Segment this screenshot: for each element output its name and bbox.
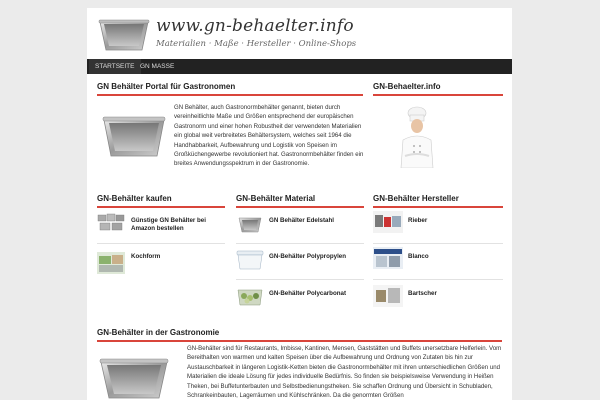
gastro-heading-underline [97,340,502,342]
nav-item-gn-masse[interactable]: GN MASSE [140,63,175,70]
material-item-edelstahl[interactable]: GN Behälter Edelstahl [269,217,334,224]
steel-pan-image [102,110,166,160]
hersteller-item-rieber[interactable]: Rieber [408,217,428,224]
material-heading-underline [236,206,364,208]
kochform-thumb-icon[interactable] [97,252,125,274]
portal-heading-underline [97,94,363,96]
material-item-polypropylen[interactable]: GN-Behälter Polypropylen [269,253,347,260]
portal-heading: GN Behälter Portal für Gastronomen [97,82,236,91]
blanco-thumb-icon[interactable] [373,247,403,269]
site-header [87,8,512,59]
chef-icon [397,106,437,168]
hersteller-heading: GN-Behälter Hersteller [373,194,459,203]
pc-container-thumb-icon[interactable] [236,285,264,307]
pans-stack-thumb-icon[interactable] [97,211,125,233]
info-heading-underline [373,94,503,96]
material-item-polycarbonat[interactable]: GN-Behälter Polycarbonat [269,290,347,297]
steel-pan-thumb-icon[interactable] [236,212,264,234]
hersteller-item-blanco[interactable]: Blanco [408,253,429,260]
kaufen-heading: GN-Behälter kaufen [97,194,172,203]
material-heading: GN-Behälter Material [236,194,316,203]
kaufen-item-kochform[interactable]: Kochform [131,253,161,260]
info-heading: GN-Behaelter.info [373,82,441,91]
steel-pan-image [99,354,169,400]
site-title[interactable]: www.gn-behaelter.info [156,16,354,36]
hersteller-item-bartscher[interactable]: Bartscher [408,290,437,297]
pp-container-thumb-icon[interactable] [236,248,264,270]
gastro-heading: GN-Behälter in der Gastronomie [97,328,220,337]
nav-item-startseite[interactable]: STARTSEITE [89,59,141,74]
gastro-text: GN-Behälter sind für Restaurants, Imbisse, Kantinen, Mensen, Gaststätten und Buffets unersetzbare Helferlein. Vom Bereithalten von warmen und kalten Speisen über die Aufbewahrung und Ordnung von Zutaten bis hin zur Austauschbarkeit in längeren Logistik-Ketten bieten die Gastronormbehälter mit ihren unterschiedlichen Größen und Materialien die ideale Lösung für jedes individuelle Bedürfnis. So finden sie beispielsweise Verwendung in Heißen Theken, bei Buffetunterbauten und Selbstbedienungstheken. Sie schaffen Ordnung und Übersicht in Schubladen, Schrankeinbauten, Lagerräumen und Kühlschränken. Da die genormten Größen [187,345,502,400]
kaufen-heading-underline [97,206,225,208]
portal-text: GN Behälter, auch Gastronormbehälter genannt, bieten durch vereinheitlichte Maße und Größen entsprechend der europäischen Gastronorm und einer hohen Robustheit der verwendeten Materialien ein global weit verbreitetes Behältersystem, welches seit 1964 die Handhabbarkeit, Aufbewahrung und Logistik von Speisen im Großküchengewerbe revolutioniert hat. Gastronormbehälter finden ein breites Anwendungsspektrum in der Gastronomie. [174,104,364,168]
kaufen-item-amazon[interactable]: Günstige GN Behälter bei Amazon bestellen [131,217,206,232]
bartscher-thumb-icon[interactable] [373,285,403,307]
rieber-thumb-icon[interactable] [373,211,403,233]
divider [373,279,503,280]
gn-pan-logo-icon[interactable] [98,14,150,54]
divider [97,243,225,244]
divider [236,279,364,280]
divider [373,243,503,244]
divider [236,243,364,244]
page-container [87,8,512,400]
main-nav [87,59,512,74]
site-tagline: Materialien · Maße · Hersteller · Online-Shops [156,39,357,49]
hersteller-heading-underline [373,206,503,208]
